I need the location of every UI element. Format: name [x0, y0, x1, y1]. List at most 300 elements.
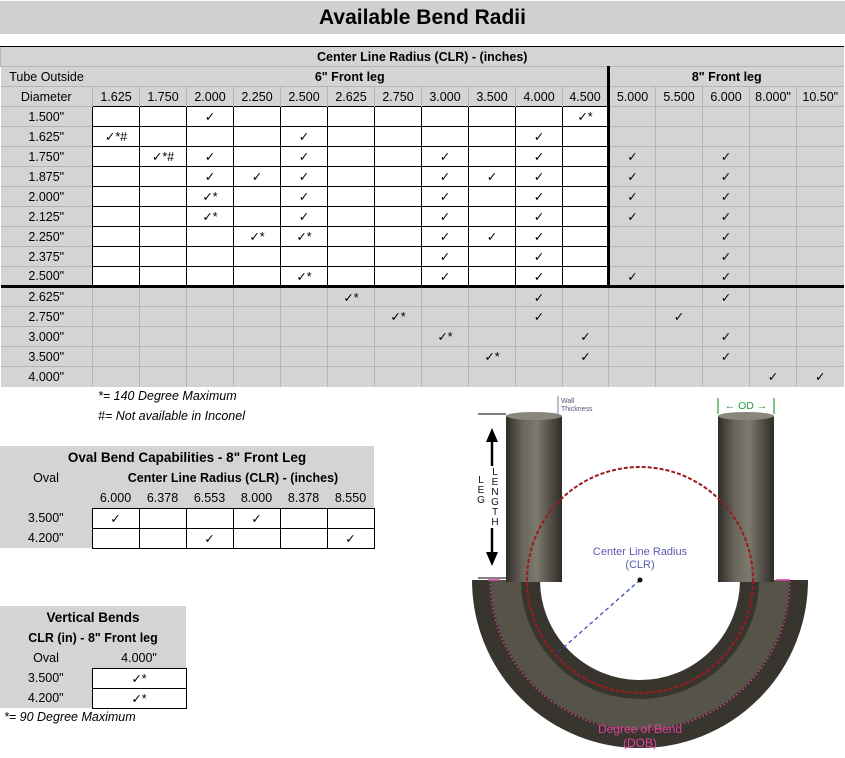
table-cell — [422, 127, 469, 147]
table-cell — [281, 367, 328, 387]
column-header: 2.750 — [375, 87, 422, 107]
table-cell — [563, 127, 609, 147]
column-header: 8.378 — [280, 488, 327, 508]
table-cell: ✓ — [703, 347, 750, 367]
table-cell — [375, 227, 422, 247]
table-cell — [375, 347, 422, 367]
table-cell: ✓ — [516, 267, 563, 287]
table-cell — [328, 107, 375, 127]
table-cell — [563, 307, 609, 327]
table-cell: ✓ — [609, 187, 656, 207]
table-cell — [516, 347, 563, 367]
table-cell — [281, 347, 328, 367]
table-cell: ✓ — [92, 508, 139, 528]
column-header: 5.500 — [656, 87, 703, 107]
diameter-label: Diameter — [1, 87, 93, 107]
note-140-degree: *= 140 Degree Maximum — [98, 389, 237, 403]
table-cell — [750, 187, 797, 207]
table-cell — [93, 107, 140, 127]
table-cell: ✓ — [422, 187, 469, 207]
column-header: 6.378 — [139, 488, 186, 508]
table-cell — [93, 347, 140, 367]
table-cell — [93, 267, 140, 287]
table-cell — [234, 267, 281, 287]
table-cell — [656, 367, 703, 387]
row-od-label: 2.750" — [1, 307, 93, 327]
table-cell — [139, 508, 186, 528]
table-cell — [140, 167, 187, 187]
table-cell — [563, 267, 609, 287]
table-cell: ✓* — [563, 107, 609, 127]
table-cell — [797, 187, 844, 207]
table-cell — [703, 127, 750, 147]
table-cell: ✓ — [422, 167, 469, 187]
table-cell — [469, 247, 516, 267]
table-cell — [797, 267, 844, 287]
table-cell — [797, 107, 844, 127]
table-cell — [563, 147, 609, 167]
table-cell: ✓ — [187, 107, 234, 127]
table-cell — [656, 327, 703, 347]
table-cell — [281, 327, 328, 347]
column-header: 8.000 — [233, 488, 280, 508]
table-cell — [797, 247, 844, 267]
table-cell — [328, 307, 375, 327]
column-header: 3.500 — [469, 87, 516, 107]
wall-thickness-label: Wall Thickness — [561, 398, 593, 413]
table-cell — [187, 227, 234, 247]
table-cell — [281, 107, 328, 127]
table-cell — [234, 367, 281, 387]
table-cell — [703, 367, 750, 387]
table-cell: ✓ — [609, 207, 656, 227]
table-cell: ✓ — [703, 267, 750, 287]
table-row — [1, 347, 844, 367]
table-cell — [656, 227, 703, 247]
table-cell: ✓ — [233, 508, 280, 528]
row-od-label: 2.375" — [1, 247, 93, 267]
table-cell — [234, 107, 281, 127]
table-cell — [92, 528, 139, 548]
table-cell — [563, 167, 609, 187]
table-cell — [516, 327, 563, 347]
table-cell: ✓* — [281, 227, 328, 247]
table-cell — [139, 528, 186, 548]
table-cell — [469, 207, 516, 227]
table-cell — [93, 207, 140, 227]
table-cell: ✓ — [703, 167, 750, 187]
table-cell — [750, 327, 797, 347]
row-od-label: 4.200" — [0, 688, 92, 708]
table-cell: ✓* — [328, 287, 375, 307]
table-cell — [797, 227, 844, 247]
table-cell — [609, 327, 656, 347]
table-cell: ✓* — [92, 668, 186, 688]
vertical-bends-table — [0, 606, 187, 709]
table-row — [0, 508, 374, 528]
table-cell — [609, 367, 656, 387]
table-cell — [469, 127, 516, 147]
table-cell — [327, 508, 374, 528]
column-header: 2.500 — [281, 87, 328, 107]
table-cell: ✓ — [516, 227, 563, 247]
table-cell — [375, 167, 422, 187]
table-cell — [469, 187, 516, 207]
table-cell — [422, 287, 469, 307]
row-od-label: 4.200" — [0, 528, 92, 548]
table-cell — [469, 367, 516, 387]
table-cell — [187, 287, 234, 307]
table-cell — [328, 207, 375, 227]
vertical-table-title: Vertical Bends — [0, 606, 186, 628]
table-cell: ✓ — [281, 207, 328, 227]
table-cell: ✓ — [281, 147, 328, 167]
table-cell: ✓ — [516, 127, 563, 147]
table-cell — [93, 227, 140, 247]
tube-outside-label: Tube Outside — [1, 67, 93, 87]
row-od-label: 2.625" — [1, 287, 93, 307]
table-cell — [609, 247, 656, 267]
table-cell — [375, 367, 422, 387]
table-row — [1, 307, 844, 327]
table-cell: ✓ — [516, 187, 563, 207]
row-od-label: 4.000" — [1, 367, 93, 387]
table-cell: ✓ — [422, 147, 469, 167]
row-od-label: 2.000" — [1, 187, 93, 207]
table-cell — [656, 127, 703, 147]
table-cell — [281, 307, 328, 327]
table-cell: ✓ — [703, 247, 750, 267]
table-cell — [140, 187, 187, 207]
column-header: 6.553 — [186, 488, 233, 508]
table-cell — [797, 327, 844, 347]
table-cell: ✓* — [422, 327, 469, 347]
table-cell: ✓ — [422, 267, 469, 287]
table-cell — [422, 347, 469, 367]
table-cell — [375, 147, 422, 167]
table-cell: ✓ — [234, 167, 281, 187]
table-row — [1, 207, 844, 227]
blank-cell — [0, 488, 92, 508]
table-cell — [328, 167, 375, 187]
table-cell: ✓ — [516, 207, 563, 227]
table-cell — [93, 307, 140, 327]
table-cell — [750, 267, 797, 287]
table-cell — [187, 267, 234, 287]
table-row — [0, 528, 374, 548]
bend-radii-table — [0, 46, 844, 387]
table-row — [1, 327, 844, 347]
table-row — [1, 167, 844, 187]
table-cell — [234, 287, 281, 307]
table-cell — [656, 347, 703, 367]
row-od-label: 2.500" — [1, 267, 93, 287]
table-cell: ✓ — [422, 227, 469, 247]
table-cell: ✓ — [422, 247, 469, 267]
table-cell: ✓ — [656, 307, 703, 327]
table-cell — [140, 347, 187, 367]
table-cell — [797, 207, 844, 227]
table-cell — [375, 287, 422, 307]
table-cell — [656, 167, 703, 187]
table-cell: ✓ — [187, 147, 234, 167]
table-cell — [656, 207, 703, 227]
table-cell — [187, 347, 234, 367]
table-cell: ✓ — [281, 167, 328, 187]
table-cell — [375, 267, 422, 287]
table-cell — [140, 207, 187, 227]
table-cell — [750, 147, 797, 167]
table-cell — [609, 287, 656, 307]
table-cell: ✓ — [516, 247, 563, 267]
table-cell — [328, 267, 375, 287]
table-cell: ✓ — [563, 327, 609, 347]
table-cell: ✓* — [234, 227, 281, 247]
leg-length-word: L E N G T H — [491, 467, 499, 528]
table-cell — [140, 127, 187, 147]
table-cell — [609, 347, 656, 367]
table-cell: ✓*# — [140, 147, 187, 167]
table-cell — [375, 207, 422, 227]
table-row — [0, 688, 186, 708]
table-cell: ✓ — [469, 167, 516, 187]
table-cell — [140, 227, 187, 247]
table-cell — [703, 307, 750, 327]
table-cell — [563, 187, 609, 207]
table-cell: ✓ — [703, 147, 750, 167]
table-cell — [703, 107, 750, 127]
table-cell — [93, 167, 140, 187]
table-row — [1, 187, 844, 207]
column-header: 8.000" — [750, 87, 797, 107]
table-cell — [609, 107, 656, 127]
row-od-label: 1.750" — [1, 147, 93, 167]
table-cell: ✓ — [703, 187, 750, 207]
table-cell — [375, 327, 422, 347]
oval-label: Oval — [0, 468, 92, 488]
table-cell — [750, 307, 797, 327]
table-cell — [93, 147, 140, 167]
table-cell — [656, 147, 703, 167]
table-cell — [469, 267, 516, 287]
table-cell — [563, 227, 609, 247]
table-cell — [656, 107, 703, 127]
table-cell — [750, 247, 797, 267]
table-row — [1, 147, 844, 167]
table-cell: ✓* — [469, 347, 516, 367]
table-cell — [563, 287, 609, 307]
table-cell: ✓ — [609, 167, 656, 187]
table-cell — [140, 107, 187, 127]
table-cell — [140, 267, 187, 287]
table-cell — [469, 107, 516, 127]
table-cell — [187, 127, 234, 147]
table-cell — [328, 347, 375, 367]
column-header: 6.000 — [92, 488, 139, 508]
column-header: 4.000 — [516, 87, 563, 107]
table-cell — [328, 147, 375, 167]
table-cell — [234, 307, 281, 327]
table-cell: ✓ — [186, 528, 233, 548]
dob-label: Degree of Bend (DOB) — [597, 722, 683, 750]
column-header: 10.50" — [797, 87, 844, 107]
row-od-label: 2.125" — [1, 207, 93, 227]
table-cell — [233, 528, 280, 548]
table-row — [1, 227, 844, 247]
column-header: 5.000 — [609, 87, 656, 107]
table-cell: ✓ — [750, 367, 797, 387]
table-row — [1, 107, 844, 127]
clr-header: Center Line Radius (CLR) - (inches) — [1, 47, 844, 67]
table-cell — [93, 247, 140, 267]
table-cell — [187, 247, 234, 267]
table-cell: ✓ — [469, 227, 516, 247]
table-cell — [656, 247, 703, 267]
column-header: 2.625 — [328, 87, 375, 107]
table-cell: ✓ — [703, 287, 750, 307]
table-cell — [516, 367, 563, 387]
table-cell — [469, 307, 516, 327]
table-cell — [234, 347, 281, 367]
table-cell — [187, 307, 234, 327]
leg-length-label — [475, 468, 515, 530]
column-header: 2.250 — [234, 87, 281, 107]
table-cell — [375, 127, 422, 147]
od-label: ← OD → — [724, 400, 768, 412]
table-cell — [328, 327, 375, 347]
table-cell: ✓ — [609, 147, 656, 167]
table-cell — [281, 287, 328, 307]
note-inconel: #= Not available in Inconel — [98, 409, 245, 423]
table-cell: ✓* — [187, 207, 234, 227]
table-cell — [375, 247, 422, 267]
table-cell — [186, 508, 233, 528]
row-od-label: 3.500" — [0, 508, 92, 528]
table-cell — [750, 227, 797, 247]
table-cell — [234, 187, 281, 207]
table-cell: ✓ — [703, 327, 750, 347]
table-cell — [797, 287, 844, 307]
table-cell: ✓* — [281, 267, 328, 287]
table-cell — [656, 287, 703, 307]
table-cell — [516, 107, 563, 127]
leg-length-word: L E G — [477, 475, 485, 506]
table-cell — [93, 187, 140, 207]
table-cell — [93, 367, 140, 387]
column-header: 1.625 — [93, 87, 140, 107]
column-header: 3.000 — [422, 87, 469, 107]
table-cell — [750, 287, 797, 307]
table-cell — [563, 207, 609, 227]
column-header: 2.000 — [187, 87, 234, 107]
table-cell — [234, 127, 281, 147]
table-row — [1, 127, 844, 147]
table-cell — [422, 307, 469, 327]
table-cell — [140, 247, 187, 267]
table-cell — [375, 187, 422, 207]
table-cell — [563, 247, 609, 267]
table-cell — [328, 187, 375, 207]
table-cell — [328, 127, 375, 147]
column-header: 6.000 — [703, 87, 750, 107]
table-cell: ✓ — [797, 367, 844, 387]
table-cell — [140, 287, 187, 307]
table-row — [1, 247, 844, 267]
row-od-label: 3.000" — [1, 327, 93, 347]
table-cell: ✓ — [281, 187, 328, 207]
table-row — [1, 287, 844, 307]
front-leg-6-header: 6" Front leg — [93, 67, 609, 87]
table-cell — [328, 227, 375, 247]
table-cell — [93, 287, 140, 307]
table-cell — [140, 327, 187, 347]
row-od-label: 1.625" — [1, 127, 93, 147]
table-cell — [750, 347, 797, 367]
table-cell — [797, 147, 844, 167]
table-cell — [422, 107, 469, 127]
table-cell — [609, 307, 656, 327]
row-od-label: 3.500" — [1, 347, 93, 367]
table-cell — [797, 127, 844, 147]
table-cell — [140, 367, 187, 387]
table-cell — [750, 127, 797, 147]
table-cell: ✓ — [609, 267, 656, 287]
table-cell: ✓ — [281, 127, 328, 147]
table-cell — [328, 367, 375, 387]
table-cell — [750, 167, 797, 187]
oval-label: Oval — [0, 648, 92, 668]
table-cell: ✓ — [516, 287, 563, 307]
u-bend-diagram — [470, 392, 810, 754]
table-cell — [797, 347, 844, 367]
table-cell — [609, 227, 656, 247]
row-od-label: 2.250" — [1, 227, 93, 247]
table-cell — [797, 307, 844, 327]
table-cell — [656, 267, 703, 287]
row-od-label: 3.500" — [0, 668, 92, 688]
column-header: 1.750 — [140, 87, 187, 107]
table-cell: ✓ — [187, 167, 234, 187]
table-cell: ✓ — [703, 227, 750, 247]
page-title: Available Bend Radii — [0, 1, 845, 34]
row-od-label: 1.500" — [1, 107, 93, 127]
table-cell: ✓* — [375, 307, 422, 327]
table-cell: ✓* — [92, 688, 186, 708]
table-cell — [234, 207, 281, 227]
front-leg-8-header: 8" Front leg — [609, 67, 844, 87]
table-cell — [140, 307, 187, 327]
table-cell: ✓* — [187, 187, 234, 207]
vertical-subtitle: CLR (in) - 8" Front leg — [0, 628, 186, 648]
table-cell — [656, 187, 703, 207]
table-cell: ✓ — [703, 207, 750, 227]
table-cell — [234, 327, 281, 347]
table-cell — [469, 327, 516, 347]
table-cell — [187, 327, 234, 347]
table-cell — [750, 107, 797, 127]
table-cell: ✓ — [563, 347, 609, 367]
table-cell: ✓ — [516, 167, 563, 187]
column-header: 4.500 — [563, 87, 609, 107]
oval-clr-header: Center Line Radius (CLR) - (inches) — [92, 468, 374, 488]
column-header: 4.000" — [92, 648, 186, 668]
row-od-label: 1.875" — [1, 167, 93, 187]
table-cell — [469, 287, 516, 307]
table-row — [1, 267, 844, 287]
clr-label: Center Line Radius (CLR) — [592, 546, 688, 571]
table-cell — [93, 327, 140, 347]
table-cell — [280, 528, 327, 548]
